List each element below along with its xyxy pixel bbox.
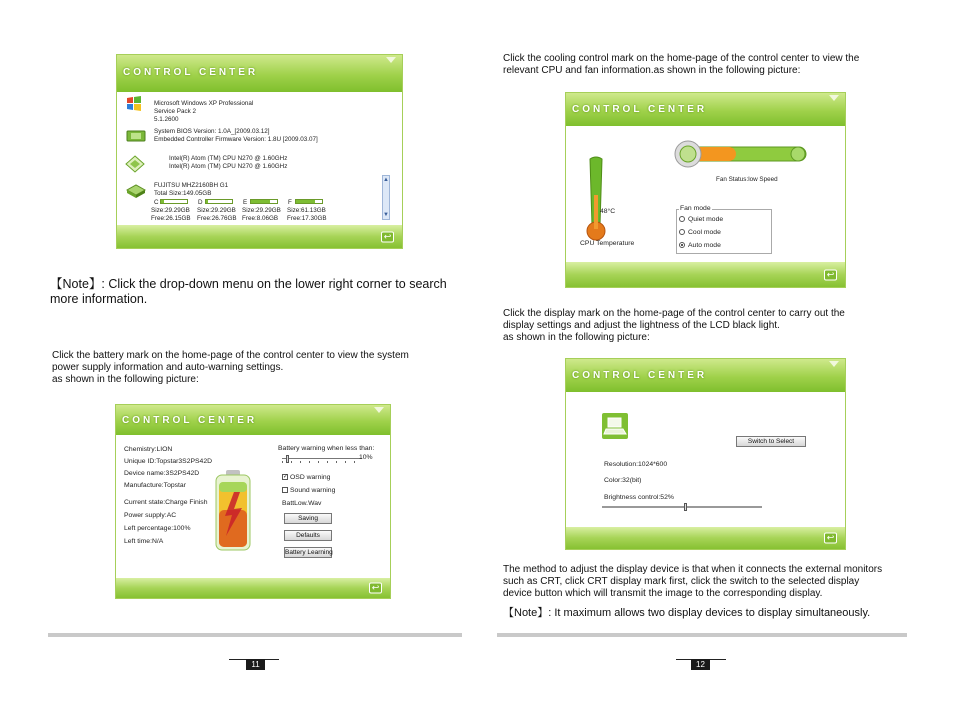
right-page-divider — [497, 633, 907, 637]
thermometer-icon — [586, 155, 606, 243]
windows-flag-icon — [125, 95, 143, 113]
disk-total: Total Size:149.05GB — [154, 190, 212, 197]
cpu-line-2: Intel(R) Atom (TM) CPU N270 @ 1.60GHz — [169, 163, 288, 170]
brightness-label: Brightness control:52% — [604, 494, 674, 501]
battery-current-state: Current state:Charge Finish — [124, 499, 208, 506]
cooling-panel — [565, 92, 846, 288]
system-info-panel — [116, 54, 403, 249]
panel-footer — [566, 262, 845, 287]
battery-intro-line-3: as shown in the following picture: — [52, 374, 199, 385]
drive-free: Free:8.06GB — [242, 215, 279, 222]
dropdown-arrow-icon[interactable] — [829, 361, 839, 367]
battery-power-supply: Power supply:AC — [124, 512, 177, 519]
radio-icon[interactable] — [679, 216, 685, 222]
panel-footer — [116, 578, 390, 598]
hard-disk-icon — [125, 183, 147, 199]
back-icon[interactable]: ↩ — [824, 269, 837, 280]
display-intro-line-1: Click the display mark on the home-page of the control center to carry out the — [503, 308, 845, 319]
disk-name: FUJITSU MHZ2160BH G1 — [154, 182, 229, 189]
scrollbar[interactable] — [382, 175, 390, 220]
dropdown-arrow-icon[interactable] — [829, 95, 839, 101]
osd-warning-label: OSD warning — [290, 474, 331, 481]
drive-size: Size:61.13GB — [287, 207, 326, 214]
saving-button[interactable]: Saving — [284, 513, 332, 524]
drive-free: Free:17.30GB — [287, 215, 327, 222]
radio-icon[interactable] — [679, 229, 685, 235]
drive-usage-bar — [160, 199, 188, 204]
chip-bios-icon — [125, 127, 147, 143]
fan-status-label: Fan Status:low Speed — [716, 176, 778, 183]
cool-mode-radio[interactable] — [679, 229, 721, 237]
panel-header — [116, 405, 390, 435]
cpu-temperature-label: CPU Temperature — [580, 240, 635, 247]
drive-free: Free:26.76GB — [197, 215, 237, 222]
cpu-line-1: Intel(R) Atom (TM) CPU N270 @ 1.60GHz — [169, 155, 288, 162]
resolution-label: Resolution:1024*600 — [604, 461, 668, 468]
battery-device-name: Device name:3S2PS42D — [124, 470, 200, 477]
fan-status-bar — [674, 137, 808, 171]
battery-warning-label: Battery warning when less than: — [278, 445, 375, 452]
panel-title: CONTROL CENTER — [123, 67, 259, 78]
left-page-number: 11 — [246, 659, 265, 670]
defaults-button[interactable]: Defaults — [284, 530, 332, 541]
color-depth-label: Color:32(bit) — [604, 477, 642, 484]
method-line-1: The method to adjust the display device is that when it connects the external monitors — [503, 564, 883, 575]
method-line-3: device button which will transmit the image to the corresponding display. — [503, 588, 823, 599]
battery-warning-slider[interactable] — [282, 455, 362, 463]
panel-title: CONTROL CENTER — [572, 104, 708, 115]
back-icon[interactable]: ↩ — [369, 583, 382, 594]
battery-left-time: Left time:N/A — [124, 538, 164, 545]
dropdown-arrow-icon[interactable] — [374, 407, 384, 413]
auto-mode-label: Auto mode — [688, 242, 721, 249]
note-dropdown: 【Note】: Click the drop-down menu on the lower right corner to search more information. — [50, 277, 447, 306]
method-line-2: such as CRT, click CRT display mark first, click the switch to the selected display — [503, 576, 860, 587]
battery-intro-line-2: power supply information and auto-warning settings. — [52, 362, 284, 373]
drive-usage-bar — [250, 199, 278, 204]
dropdown-arrow-icon[interactable] — [386, 57, 396, 63]
drive-usage-bar — [205, 199, 233, 204]
battery-warning-value: 10% — [359, 454, 373, 461]
auto-mode-radio[interactable] — [679, 242, 721, 250]
fan-mode-legend: Fan mode — [680, 205, 711, 212]
drive-size: Size:29.29GB — [197, 207, 236, 214]
cpu-temperature-value: 48°C — [600, 208, 616, 215]
drive-size: Size:29.29GB — [242, 207, 281, 214]
drive-size: Size:29.29GB — [151, 207, 190, 214]
drive-free: Free:26.15GB — [151, 215, 191, 222]
radio-selected-icon[interactable] — [679, 242, 685, 248]
display-intro-line-3: as shown in the following picture: — [503, 332, 650, 343]
brightness-slider[interactable] — [602, 503, 762, 511]
scroll-down-arrow-icon[interactable]: ▼ — [383, 212, 389, 218]
laptop-display-icon[interactable] — [602, 413, 628, 439]
quiet-mode-radio[interactable] — [679, 216, 723, 224]
panel-footer — [117, 225, 402, 248]
cpu-icon — [125, 155, 145, 173]
battery-unique-id: Unique ID:Topstar3S2PS42D — [124, 458, 213, 465]
checkbox-checked-icon[interactable]: ✓ — [283, 474, 289, 481]
drive-usage-bar — [295, 199, 323, 204]
os-service-pack: Service Pack 2 — [154, 108, 196, 115]
panel-title: CONTROL CENTER — [572, 370, 708, 381]
switch-to-select-button[interactable]: Switch to Select — [736, 436, 806, 447]
panel-title: CONTROL CENTER — [122, 415, 258, 426]
sound-warning-label: Sound warning — [290, 487, 336, 494]
display-panel — [565, 358, 846, 550]
drive-letter: D — [198, 199, 203, 206]
slider-thumb[interactable] — [684, 503, 687, 511]
note-display-devices: 【Note】: It maximum allows two display devices to display simultaneously. — [503, 607, 871, 619]
sound-warning-checkbox[interactable] — [282, 487, 335, 495]
battery-icon — [214, 470, 252, 552]
ec-firmware-version: Embedded Controller Firmware Version: 1.8U [2009.03.07] — [154, 136, 318, 143]
checkbox-icon[interactable] — [282, 487, 288, 493]
scroll-up-arrow-icon[interactable]: ▲ — [383, 177, 389, 183]
drive-letter: C — [154, 199, 159, 206]
panel-header — [566, 359, 845, 392]
cool-mode-label: Cool mode — [688, 229, 721, 236]
right-page-number: 12 — [691, 659, 710, 670]
batt-low-sound: BattLow.Wav — [282, 500, 322, 507]
os-name: Microsoft Windows XP Professional — [154, 100, 254, 107]
battery-chemistry: Chemistry:LION — [124, 446, 173, 453]
display-intro-line-2: display settings and adjust the lightness of the LCD black light. — [503, 320, 780, 331]
battery-intro-line-1: Click the battery mark on the home-page of the control center to view the system — [52, 350, 409, 361]
quiet-mode-label: Quiet mode — [688, 216, 724, 223]
back-icon[interactable]: ↩ — [381, 231, 394, 242]
battery-learning-button[interactable]: Battery Learning — [285, 549, 333, 556]
fan-mode-group — [676, 205, 772, 254]
bios-version: System BIOS Version: 1.0A_[2009.03.12] — [154, 128, 270, 135]
drive-letter: F — [288, 199, 292, 206]
panel-header — [566, 93, 845, 126]
left-page-divider — [48, 633, 462, 637]
battery-left-percentage: Left percentage:100% — [124, 525, 191, 532]
cooling-intro-line-2: relevant CPU and fan information.as shown in the following picture: — [503, 65, 801, 76]
battery-manufacture: Manufacture:Topstar — [124, 482, 186, 489]
cooling-intro-line-1: Click the cooling control mark on the home-page of the control center to view the — [503, 53, 860, 64]
drive-letter: E — [243, 199, 248, 206]
os-version: 5.1.2600 — [154, 116, 179, 123]
battery-panel — [115, 404, 391, 599]
back-icon[interactable]: ↩ — [824, 533, 837, 544]
panel-footer — [566, 527, 845, 549]
panel-header — [117, 55, 402, 92]
osd-warning-checkbox[interactable] — [282, 474, 330, 482]
